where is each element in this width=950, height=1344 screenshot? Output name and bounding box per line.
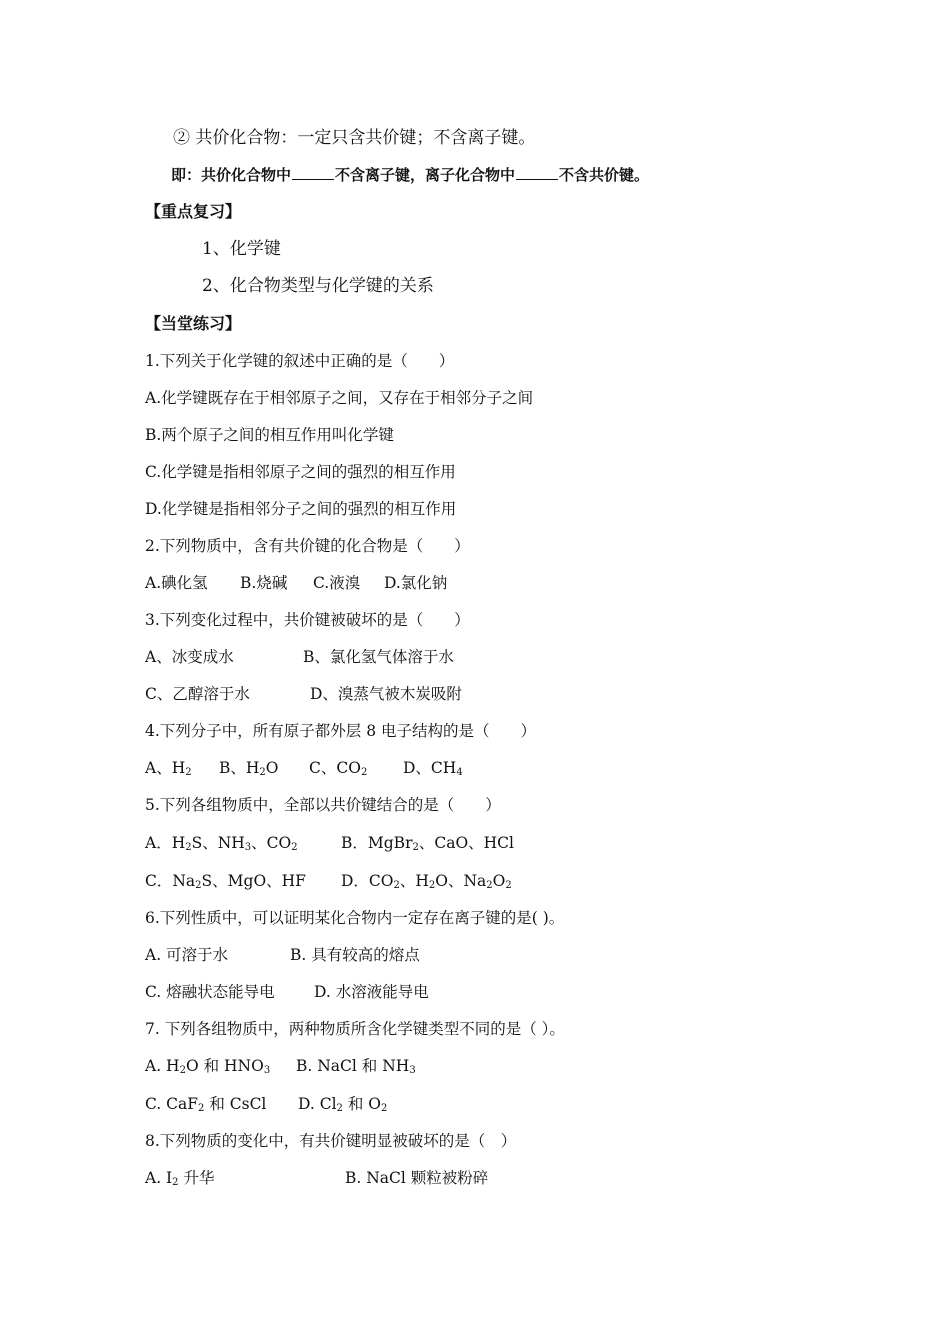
summary-part-2: 不含离子键，离子化合物中 <box>335 166 516 184</box>
question-5-stem: 5.下列各组物质中，全部以共价键结合的是（ ） <box>145 796 501 814</box>
formula-text: A. H <box>145 1057 180 1075</box>
question-1-stem: 1.下列关于化学键的叙述中正确的是（ ） <box>145 352 455 370</box>
formula-subscript: 2 <box>259 767 266 778</box>
question-3-stem: 3.下列变化过程中，共价键被破坏的是（ ） <box>145 611 470 629</box>
question-5-options-cd <box>145 871 512 891</box>
question-1-option-c: C.化学键是指相邻原子之间的强烈的相互作用 <box>145 463 456 481</box>
question-8-options <box>145 1168 488 1188</box>
question-6-stem: 6.下列性质中，可以证明某化合物内一定存在离子键的是( )。 <box>145 909 565 927</box>
question-7-option-b <box>296 1056 416 1076</box>
question-7-options-ab <box>145 1056 416 1076</box>
question-3-option-c: C、乙醇溶于水 <box>145 685 250 703</box>
formula-text: A．H <box>145 834 186 852</box>
formula-text: O <box>492 872 506 890</box>
formula-subscript: 2 <box>172 1177 179 1188</box>
question-4-stem: 4.下列分子中，所有原子都外层 8 电子结构的是（ ） <box>145 722 537 740</box>
question-4-options <box>145 758 463 778</box>
question-4-option-c <box>309 758 403 778</box>
summary-part-3: 不含共价键。 <box>559 166 650 184</box>
question-6-option-d: D. 水溶液能导电 <box>314 983 429 1001</box>
question-7-options-cd <box>145 1094 387 1114</box>
formula-text: B、H <box>219 759 260 777</box>
question-2-stem: 2.下列物质中，含有共价键的化合物是（ ） <box>145 537 470 555</box>
formula-subscript: 3 <box>263 1065 271 1076</box>
question-1-option-d: D.化学键是指相邻分子之间的强烈的相互作用 <box>145 500 457 518</box>
review-item-1: 1、化学键 <box>202 239 281 259</box>
formula-text: O <box>265 759 279 777</box>
formula-subscript: 3 <box>244 842 252 853</box>
formula-text: D. Cl <box>298 1095 337 1113</box>
question-2-option-d: D.氯化钠 <box>384 574 448 592</box>
formula-text: 升华 <box>178 1169 215 1187</box>
formula-subscript: 2 <box>195 880 202 891</box>
formula-subscript: 2 <box>179 1065 186 1076</box>
formula-subscript: 4 <box>456 767 463 778</box>
question-4-option-a <box>145 758 219 778</box>
question-6-option-b: B. 具有较高的熔点 <box>290 946 420 964</box>
question-4-option-d <box>403 758 463 778</box>
formula-subscript: 2 <box>360 767 368 778</box>
question-2-option-a: A.碘化氢 <box>145 574 208 592</box>
formula-subscript: 2 <box>486 880 493 891</box>
question-8-option-b: B. NaCl 颗粒被粉碎 <box>345 1169 489 1187</box>
question-8-option-a <box>145 1168 345 1188</box>
formula-text: C、CO <box>309 759 361 777</box>
formula-text: O、Na <box>435 872 487 890</box>
question-5-option-a <box>145 833 341 853</box>
question-3-option-d: D、溴蒸气被木炭吸附 <box>310 685 462 703</box>
question-7-stem: 7. 下列各组物质中，两种物质所含化学键类型不同的是（ ）。 <box>145 1020 565 1038</box>
formula-text: S、NH <box>191 834 245 852</box>
question-5-option-c <box>145 871 341 891</box>
question-1-option-a: A.化学键既存在于相邻原子之间，又存在于相邻分子之间 <box>145 389 534 407</box>
formula-text: 、CaO、HCl <box>418 834 515 852</box>
question-3-option-b: B、氯化氢气体溶于水 <box>303 648 454 666</box>
formula-subscript: 2 <box>393 880 400 891</box>
question-6-option-a: A. 可溶于水 <box>145 946 229 964</box>
fill-blank-1[interactable] <box>292 165 334 180</box>
formula-text: B. NaCl 和 NH <box>296 1057 410 1075</box>
question-2-option-b: B.烧碱 <box>240 574 288 592</box>
formula-subscript: 2 <box>505 880 512 891</box>
question-1-option-b: B.两个原子之间的相互作用叫化学键 <box>145 426 394 444</box>
formula-text: C. CaF <box>145 1095 199 1113</box>
formula-text: 和 CsCl <box>204 1095 267 1113</box>
formula-subscript: 3 <box>409 1065 416 1076</box>
formula-subscript: 2 <box>380 1103 388 1114</box>
question-4-option-b <box>219 758 309 778</box>
formula-text: 和 O <box>342 1095 381 1113</box>
question-5-option-d <box>341 871 512 891</box>
question-6-options-cd <box>145 982 429 1002</box>
formula-text: C．Na <box>145 872 196 890</box>
question-2-options <box>145 573 447 593</box>
review-item-2: 2、化合物类型与化学键的关系 <box>202 276 434 296</box>
question-6-options-ab <box>145 945 420 965</box>
question-7-option-d <box>298 1094 387 1114</box>
formula-subscript: 2 <box>336 1103 343 1114</box>
question-7-option-c <box>145 1094 298 1114</box>
formula-text: 、H <box>399 872 429 890</box>
question-2-option-c: C.液溴 <box>313 574 361 592</box>
question-3-options-cd <box>145 684 462 704</box>
question-3-option-a: A、冰变成水 <box>145 648 234 666</box>
question-5-option-b <box>341 833 514 853</box>
formula-subscript: 2 <box>412 842 419 853</box>
formula-text: B．MgBr <box>341 834 413 852</box>
summary-part-1: 即：共价化合物中 <box>171 166 292 184</box>
question-5-options-ab <box>145 833 514 853</box>
formula-subscript: 2 <box>185 842 192 853</box>
practice-heading: 【当堂练习】 <box>145 314 242 333</box>
formula-subscript: 2 <box>428 880 436 891</box>
formula-text: A. I <box>145 1169 173 1187</box>
formula-subscript: 2 <box>185 767 192 778</box>
summary-line <box>171 165 649 185</box>
question-8-stem: 8.下列物质的变化中，有共价键明显被破坏的是（ ） <box>145 1132 517 1150</box>
question-7-option-a <box>145 1056 296 1076</box>
formula-subscript: 2 <box>198 1103 205 1114</box>
question-3-options-ab <box>145 647 454 667</box>
review-heading: 【重点复习】 <box>145 202 242 221</box>
question-6-option-c: C. 熔融状态能导电 <box>145 983 275 1001</box>
formula-text: 、CO <box>251 834 292 852</box>
formula-text: S、MgO、HF <box>201 872 306 890</box>
formula-text: D、CH <box>403 759 457 777</box>
formula-text: O 和 HNO <box>185 1057 264 1075</box>
formula-text: D．CO <box>341 872 394 890</box>
formula-text: A、H <box>145 759 186 777</box>
covalent-compound-rule: ② 共价化合物：一定只含共价键；不含离子键。 <box>173 128 536 148</box>
formula-subscript: 2 <box>291 842 298 853</box>
fill-blank-2[interactable] <box>516 165 558 180</box>
